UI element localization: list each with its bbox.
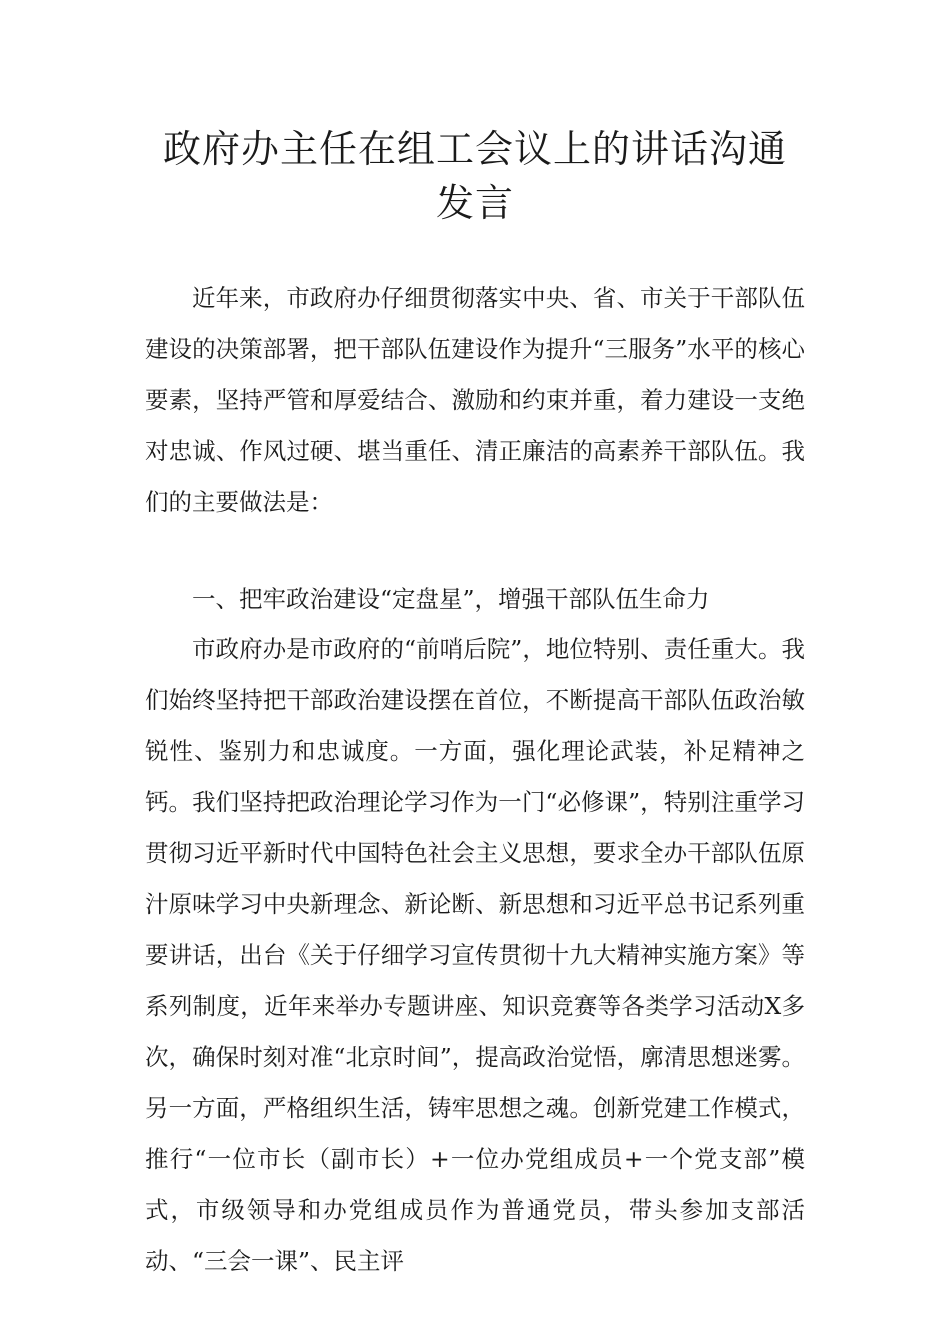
section-paragraph: 市政府办是市政府的“前哨后院”，地位特别、责任重大。我们始终坚持把干部政治建设摆在首位，不断提高干部队伍政治敏锐性、鉴别力和忠诚度。一方面，强化理论武装，补足精神之钙。我们坚持把政治理论学习作为一门“必修课”，特别注重学习贯彻习近平新时代中国特色社会主义思想，要求全办干部队伍原汁原味学习中央新理念、新论断、新思想和习近平总书记系列重要讲话，出台《关于仔细学习宣传贯彻十九大精神实施方案》等系列制度，近年来举办专题讲座、知识竞赛等各类学习活动X多次，确保时刻对准“北京时间”，提高政治觉悟，廓清思想迷雾。另一方面，严格组织生活，铸牢思想之魂。创新党建工作模式，推行“一位市长（副市长）+一位办党组成员+一个党支部”模式，市级领导和办党组成员作为普通党员，带头参加支部活动、“三会一课”、民主评	[145, 635, 805, 1275]
section-heading: 一、把牢政治建设“定盘星”，增强干部队伍生命力	[192, 585, 710, 613]
intro-paragraph: 近年来，市政府办仔细贯彻落实中央、省、市关于干部队伍建设的决策部署，把干部队伍建设作为提升“三服务”水平的核心要素，坚持严管和厚爱结合、激励和约束并重，着力建设一支绝对忠诚、作风过硬、堪当重任、清正廉洁的高素养干部队伍。我们的主要做法是：	[145, 284, 805, 516]
document-title: 政府办主任在组工会议上的讲话沟通发言	[162, 127, 787, 225]
